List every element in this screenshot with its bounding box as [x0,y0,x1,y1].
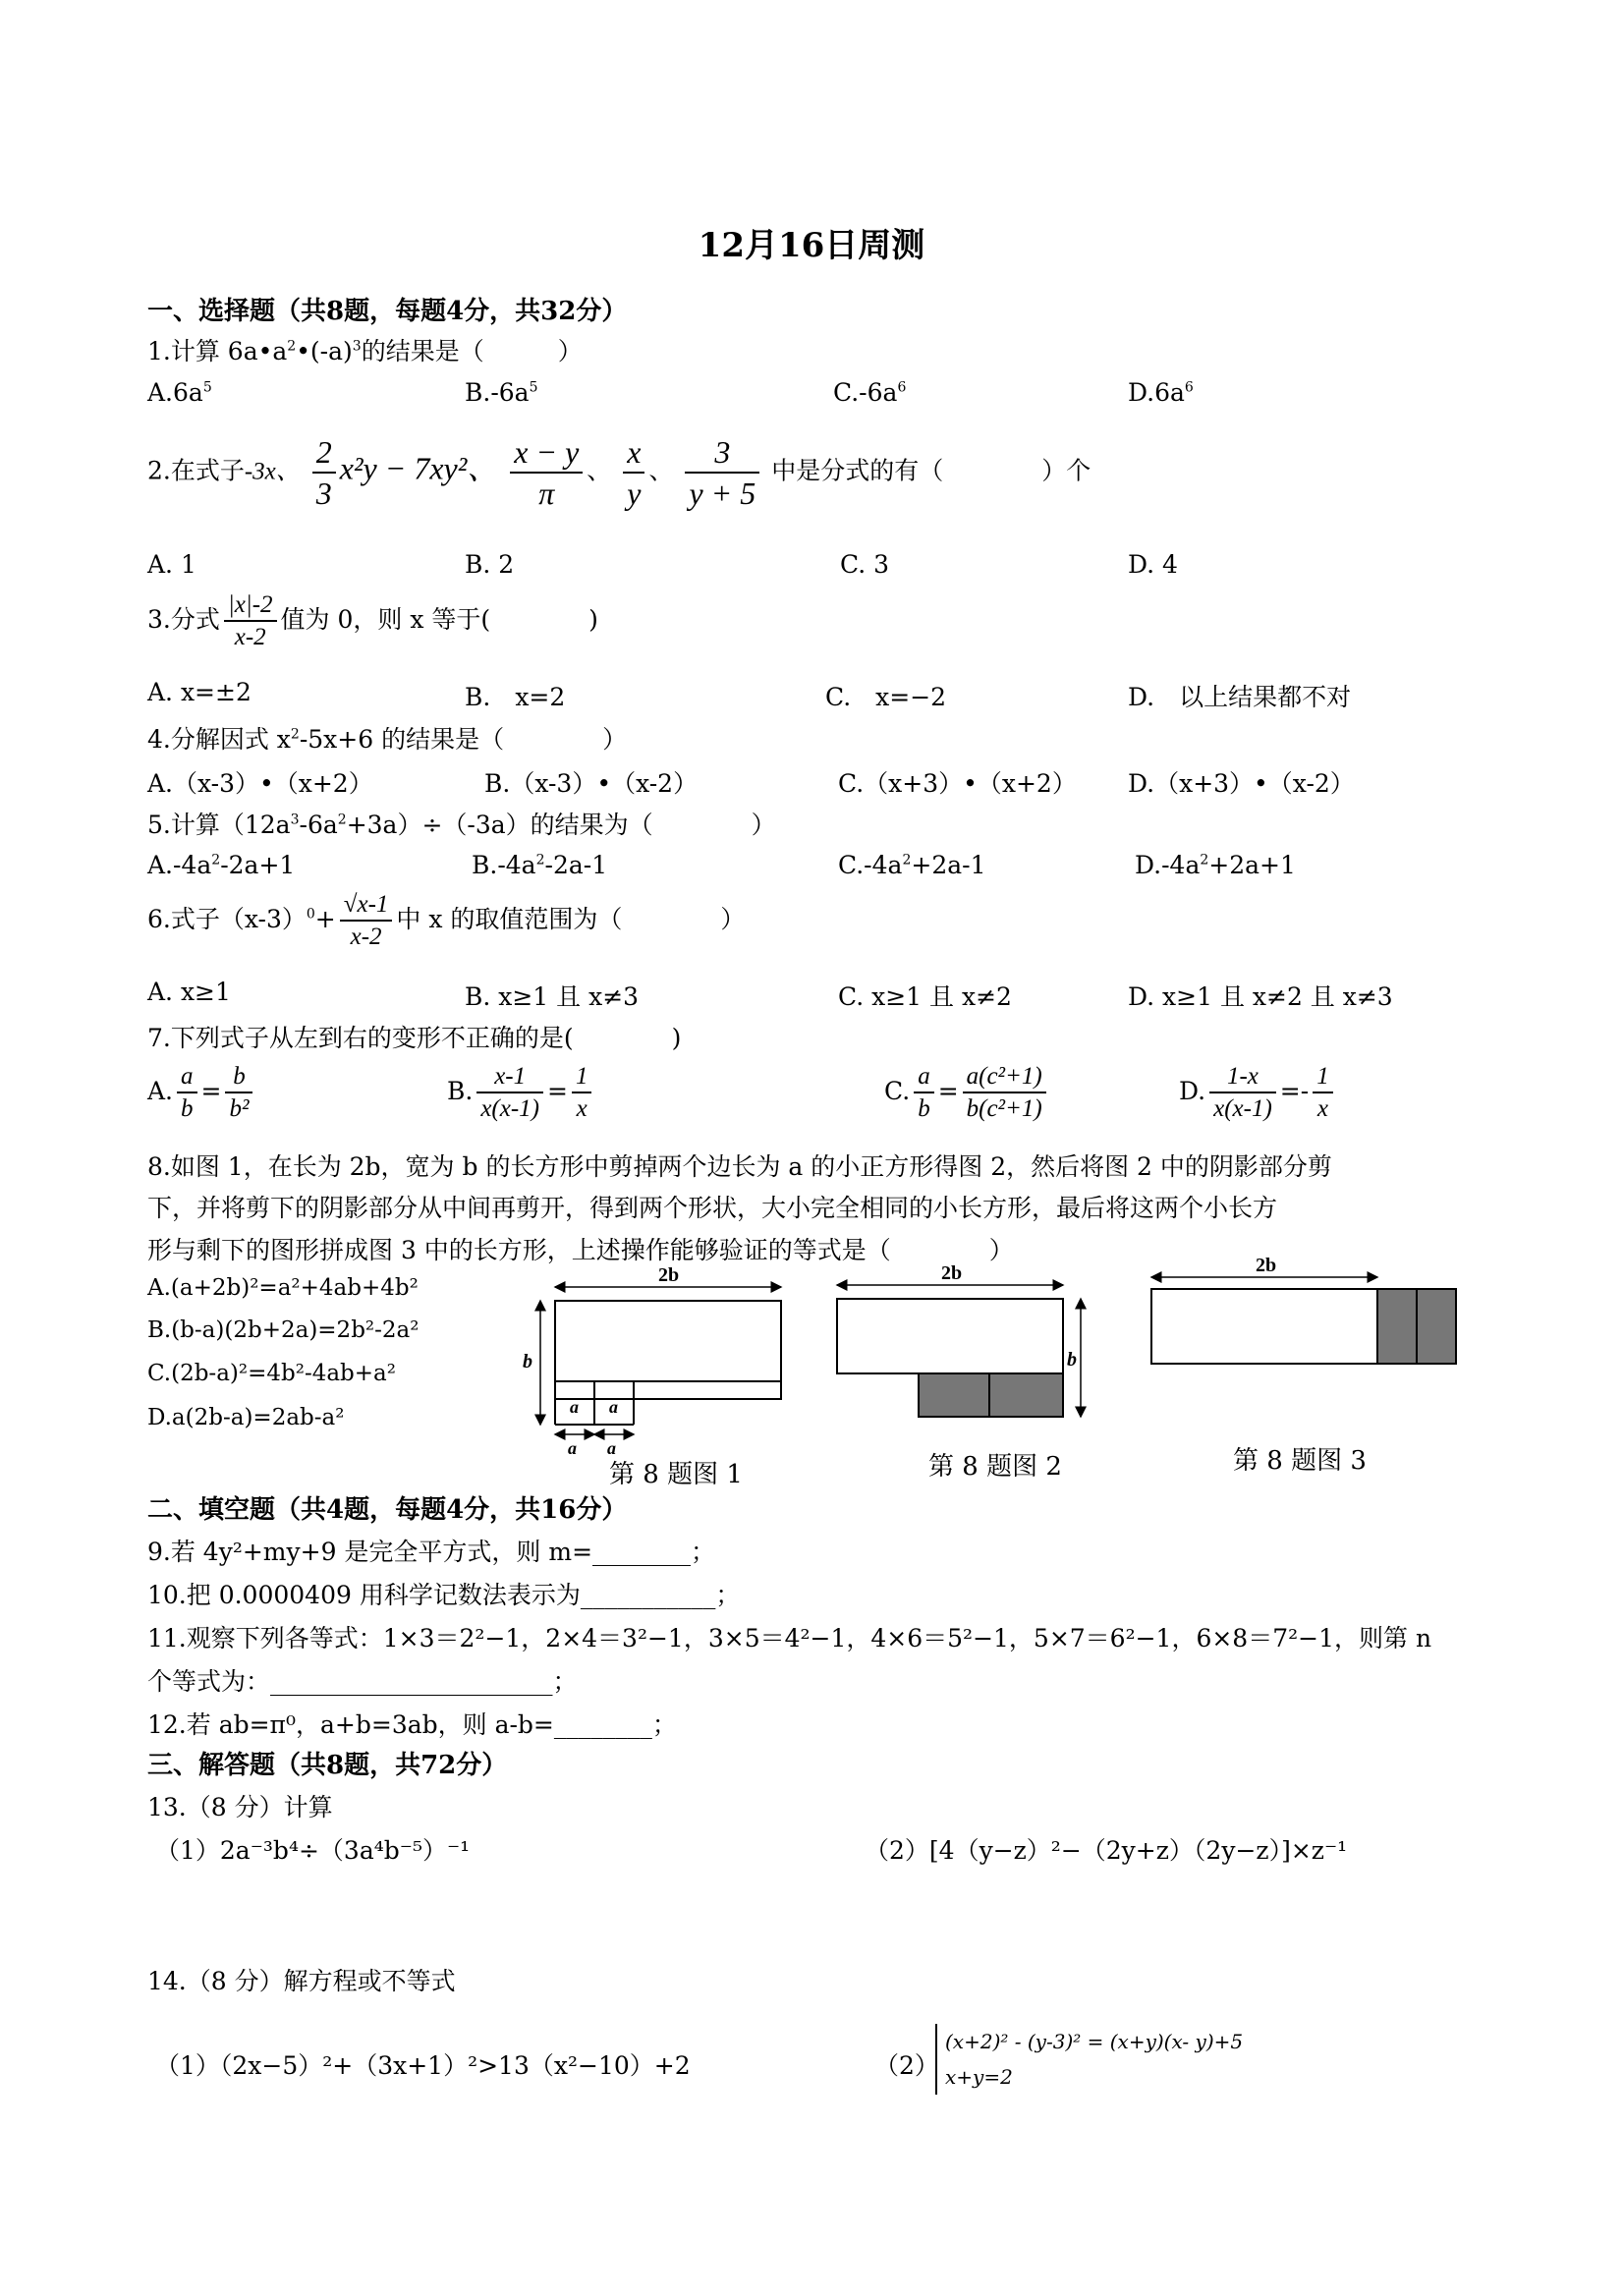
q6-option-d: D. x≥1 且 x≠2 且 x≠3 [1128,982,1393,1011]
q2-option-d: D. 4 [1128,550,1178,579]
question-14-part-2: （2） [874,2051,939,2080]
q2-option-a: A. 1 [147,550,196,579]
question-11-line-2: 个等式为：_______________________； [147,1667,578,1696]
question-9: 9.若 4y²+my+9 是完全平方式，则 m=________； [147,1538,716,1566]
question-8-line-1: 8.如图 1，在长为 2b，宽为 b 的长方形中剪掉两个边长为 a 的小正方形得图 2，然后将图 2 中的阴影部分剪 [147,1152,1332,1181]
q4-option-b: B.（x-3）•（x-2） [484,769,699,798]
question-5-stem: 5.计算$(12a^3-6a^2+3a)\div(-3a)$的结果为（ ） [147,811,776,839]
question-8-line-2: 下，并将剪下的阴影部分从中间再剪开，得到两个形状，大小完全相同的小长方形，最后将这两个小长方 [147,1194,1278,1222]
fig1-label-2b: 2b [658,1264,680,1286]
q7-option-d: D. $\frac{1-x}{x(x-1)}$ =- $\frac{1}{x}$ [1179,1061,1337,1125]
figure-1 [523,1264,781,1458]
question-6-stem: 6.式子$(x-3)^0+$ $\frac{√x-1}{x-2}$ 中 x 的取值范围为（ ） [147,891,746,951]
section-heading-solve: 三、解答题（共8题，共72分） [147,1751,508,1780]
question-7-stem: 7.下列式子从左到右的变形不正确的是( ) [147,1024,682,1052]
section-heading-fill: 二、填空题（共4题，每题4分，共16分） [147,1495,628,1525]
q6-option-a: A. x≥1 [147,978,231,1006]
svg-text:2b: 2b [941,1262,963,1284]
q3-option-a: A. x=±2 [147,678,252,706]
q6-option-b: B. x≥1 且 x≠3 [465,982,640,1011]
q1-option-c: $C.-6a^6$ [833,378,907,407]
figure-3 [1151,1258,1456,1364]
q3-option-b: B. x=2 [465,683,566,711]
q8-option-b: B.(b-a)(2b+2a)=2b²-2a² [147,1317,420,1343]
q5-option-c: $C.-4a^2+2a-1$ [838,851,986,879]
q2-option-b: B. 2 [465,550,515,579]
q3-option-c: C. x=−2 [825,683,947,711]
section-heading-choice: 一、选择题（共8题，每题4分，共32分） [147,297,628,326]
question-10: 10.把 0.0000409 用科学记数法表示为___________； [147,1581,741,1609]
page-title: 12月16日周测 [698,226,925,265]
svg-text:b: b [1067,1349,1077,1371]
question-1-stem: 1.计算 $6a•a^2•(-a)^3$的结果是（ ） [147,337,583,365]
figure-2 [837,1262,1081,1417]
fig3-caption: 第 8 题图 3 [1233,1446,1367,1476]
q1-option-b: $B.-6a^5$ [465,378,538,407]
question-13-stem: 13.（8 分）计算 [147,1793,333,1821]
svg-text:2b: 2b [1256,1258,1277,1276]
q2-option-c: C. 3 [840,550,890,579]
svg-text:a: a [568,1438,577,1458]
question-2-stem: 2.在式子-3x、 $\frac{2}{3}$ x²y − 7xy²、 $\frac{x - y}{\pi}$ 、 $\frac{x}{y}$ 、 $\frac{3}{y + 5}$ 中是分式的有（ ）个 [147,434,1091,511]
question-14-system: (x+2)² - (y-3)² = (x+y)(x- y)+5 x+y=2 [935,2024,1243,2095]
q7-option-c: C. $\frac{a}{b}$ = $\frac{\text{a(c²+1)}}{\text{b(c²+1)}}$ [884,1061,1050,1125]
q1-option-a: $A.6a^5$ [147,378,212,407]
fig1-caption: 第 8 题图 1 [609,1460,743,1489]
fig2-caption: 第 8 题图 2 [928,1452,1062,1482]
question-3-stem: 3.分式 $\frac{|x|-2}{x-2}$ 值为 0，则 x 等于( ) [147,591,598,651]
svg-text:a: a [609,1397,618,1417]
question-13-part-1: （1）2a⁻³b⁴÷（3a⁴b⁻⁵）⁻¹ [155,1836,471,1865]
question-12: 12.若 ab=π⁰，a+b=3ab，则 a-b=________； [147,1710,677,1739]
q8-option-d: D.a(2b-a)=2ab-a² [147,1405,345,1430]
q7-option-b: B. $\frac{x-1}{x(x-1)}$ = $\frac{1}{x}$ [447,1061,595,1125]
question-4-stem: 4.分解因式 $x^2-5x+6$ 的结果是（ ） [147,725,628,754]
q5-option-d: $D.-4a^2+2a+1$ [1135,851,1296,879]
question-11-line-1: 11.观察下列各等式：1×3＝2²−1，2×4＝3²−1，3×5＝4²−1，4×6＝5²−1，5×7＝6²−1，6×8＝7²−1，则第 n [147,1624,1432,1652]
svg-text:a: a [607,1438,616,1458]
q5-option-b: $B.-4a^2-2a-1$ [472,851,608,879]
svg-text:a: a [570,1397,579,1417]
q4-option-d: D.（x+3）•（x-2） [1128,769,1355,798]
q1-option-d: $D.6a^6$ [1128,378,1194,407]
q4-option-a: A.（x-3）•（x+2） [147,769,373,798]
fig1-label-b: b [523,1351,532,1372]
question-14-stem: 14.（8 分）解方程或不等式 [147,1967,456,1995]
q4-option-c: C.（x+3）•（x+2） [838,769,1077,798]
q5-option-a: $A.-4a^2-2a+1$ [147,851,296,879]
question-14-part-1: （1）（2x−5）²+（3x+1）²>13（x²−10）+2 [155,2051,691,2080]
q8-option-c: C.(2b-a)²=4b²-4ab+a² [147,1361,396,1386]
q8-option-a: A.(a+2b)²=a²+4ab+4b² [147,1275,419,1301]
q7-option-a: A. $\frac{a}{b}$ = $\frac{b}{\text{b²}}$ [147,1061,256,1125]
q3-option-d: D. 以上结果都不对 [1128,683,1352,711]
q6-option-c: C. x≥1 且 x≠2 [838,982,1012,1011]
question-13-part-2: （2）[4（y−z）²−（2y+z）（2y−z）]×z⁻¹ [865,1836,1348,1865]
question-8-line-3: 形与剩下的图形拼成图 3 中的长方形，上述操作能够验证的等式是（ ） [147,1236,1014,1264]
